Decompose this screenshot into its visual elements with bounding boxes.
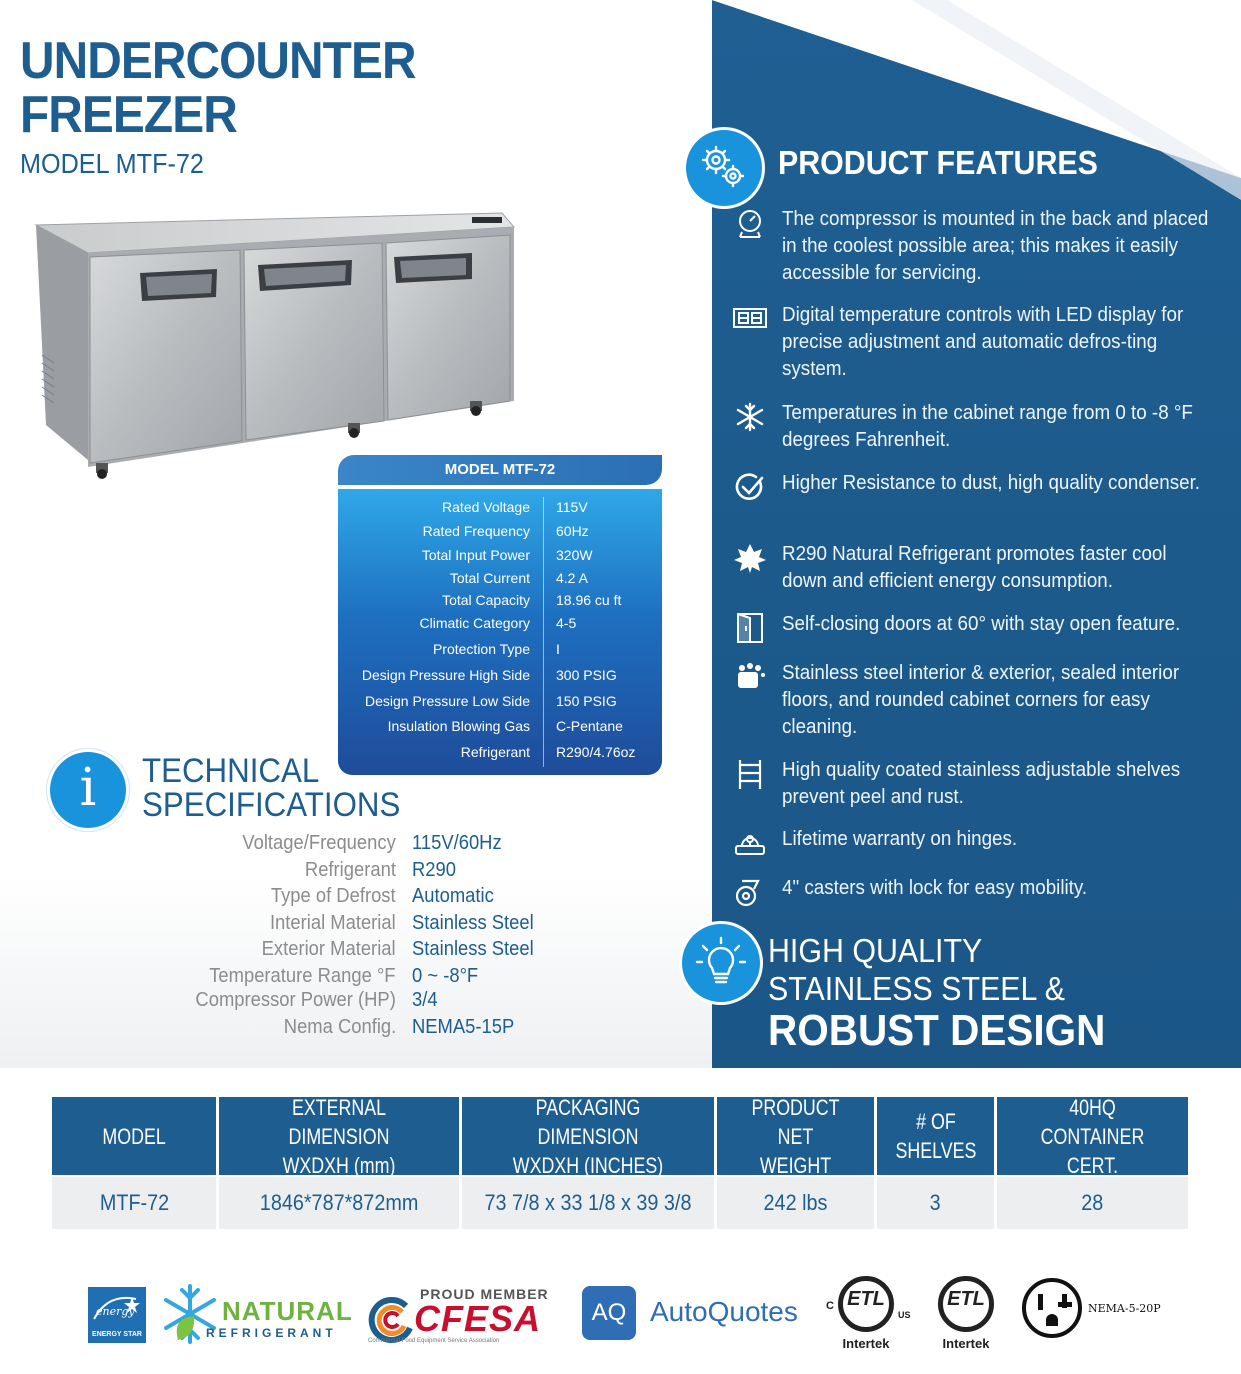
feature-text: Higher Resistance to dust, high quality condenser. [782, 472, 1201, 494]
spec-row [338, 718, 662, 740]
spec-label: Protection Type [432, 641, 530, 657]
model-spec-title: MODEL MTF-72 [338, 455, 662, 485]
etl-mark-2: ETL [947, 1288, 985, 1310]
tech-row [0, 1016, 700, 1042]
nema-plug-icon [1020, 1276, 1084, 1340]
spec-value: 4.2 A [556, 570, 588, 586]
tech-label: Compressor Power (HP) [195, 989, 396, 1011]
tech-row [0, 832, 700, 858]
tech-value: Stainless Steel [412, 938, 534, 960]
freezer-image [32, 205, 522, 480]
table-header-cell: # OF SHELVES [877, 1097, 994, 1175]
spec-row [338, 523, 662, 545]
spec-label: Total Current [449, 570, 530, 586]
tech-title-line-2: SPECIFICATIONS [142, 786, 401, 824]
table-cell: 73 7/8 x 33 1/8 x 39 3/8 [462, 1177, 714, 1229]
cfesa-proud-member: PROUD MEMBER [420, 1286, 549, 1302]
spec-label: Rated Voltage [442, 499, 530, 515]
door-icon [732, 613, 768, 643]
tech-row [0, 885, 700, 911]
etl-c-label: C [826, 1300, 834, 1312]
energy-star-logo [88, 1287, 146, 1343]
feature-text: Digital temperature controls with LED display for precise adjustment and automatic defros-ting system. [782, 304, 1184, 380]
feature-text: Self-closing doors at 60° with stay open feature. [782, 613, 1181, 635]
warranty-icon [732, 828, 768, 858]
tech-label: Refrigerant [304, 859, 396, 881]
digital-display-icon [732, 304, 768, 334]
tech-value: 3/4 [412, 989, 438, 1011]
etl-cus-logo [826, 1270, 914, 1354]
spec-value: 60Hz [556, 523, 589, 539]
tech-specs-title [142, 754, 400, 822]
spec-row [338, 615, 662, 637]
feature-text: R290 Natural Refrigerant promotes faster cool down and efficient energy consumption. [782, 543, 1167, 592]
spec-value: I [556, 641, 560, 657]
spec-value: 115V [556, 499, 588, 515]
spec-value: 18.96 cu ft [556, 592, 622, 608]
autoquotes-logo [582, 1286, 822, 1342]
cleaning-icon [732, 662, 768, 692]
svg-text:energy: energy [96, 1305, 135, 1318]
shelves-icon [732, 759, 768, 789]
features-title: PRODUCT FEATURES [778, 144, 1098, 181]
table-cell: MTF-72 [52, 1177, 216, 1229]
feature-text: Temperatures in the cabinet range from 0 to -8 °F degrees Fahrenheit. [782, 402, 1193, 451]
feature-text: Stainless steel interior & exterior, sealed interior floors, and rounded cabinet corners for easy cleaning. [782, 662, 1180, 738]
spec-label: Total Capacity [442, 592, 530, 608]
autoquotes-label: AutoQuotes [650, 1296, 798, 1327]
snowflake-icon [732, 402, 768, 432]
tech-label: Interial Material [270, 912, 396, 934]
table-header-row [52, 1094, 1188, 1178]
table-header-cell: PACKAGING DIMENSION WXDXH (INCHES) [462, 1097, 714, 1175]
cfesa-subtitle: Commercial Food Equipment Service Association [368, 1338, 500, 1344]
spec-value: 150 PSIG [556, 693, 617, 709]
spec-row [338, 592, 662, 614]
spec-label: Total Input Power [421, 547, 530, 563]
spec-value: 300 PSIG [556, 667, 617, 683]
title-line-1: UNDERCOUNTER [20, 32, 416, 90]
etl-mark-1: ETL [847, 1288, 885, 1310]
tech-label: Voltage/Frequency [242, 832, 396, 854]
spec-row [338, 693, 662, 715]
spec-value: 4-5 [556, 615, 577, 631]
model-spec-box [338, 455, 662, 775]
spec-label: Design Pressure High Side [361, 667, 530, 683]
model-subtitle: MODEL MTF-72 [20, 148, 204, 179]
tech-value: 115V/60Hz [412, 832, 502, 854]
page-title [20, 34, 416, 142]
table-cell: 242 lbs [717, 1177, 874, 1229]
spec-value: 320W [556, 547, 593, 563]
tech-row [0, 859, 700, 885]
spec-row [338, 641, 662, 663]
feature-text: High quality coated stainless adjustable shelves prevent peel and rust. [782, 759, 1181, 808]
caster-icon [732, 877, 768, 907]
lightbulb-icon [682, 924, 760, 1002]
tech-value: NEMA5-15P [412, 1016, 515, 1038]
natural-label: NATURAL [222, 1296, 353, 1326]
quality-line-2: STAINLESS STEEL & [768, 970, 1065, 1007]
spec-label: Insulation Blowing Gas [387, 718, 530, 734]
feature-text: 4" casters with lock for easy mobility. [782, 877, 1088, 899]
tech-row [0, 938, 700, 964]
tech-label: Exterior Material [262, 938, 396, 960]
spec-row [338, 499, 662, 521]
spec-value: C-Pentane [556, 718, 623, 734]
tech-title-line-1: TECHNICAL [142, 752, 320, 790]
feature-text: The compressor is mounted in the back and placed in the coolest possible area; this makes it easily accessible for servicing. [782, 208, 1209, 284]
spec-label: Design Pressure Low Side [365, 693, 530, 709]
refrigerant-label: REFRIGERANT [206, 1326, 337, 1340]
tech-value: 0 ~ -8°F [412, 965, 479, 987]
spec-row [338, 667, 662, 689]
feature-text: Lifetime warranty on hinges. [782, 828, 1018, 850]
nema-label: NEMA-5-20P [1088, 1302, 1161, 1315]
tech-label: Type of Defrost [271, 885, 396, 907]
nema-plug-logo [1020, 1276, 1200, 1340]
natural-refrigerant-logo [160, 1282, 355, 1346]
etl-logo [932, 1270, 1004, 1354]
tech-row [0, 965, 700, 991]
spec-row [338, 570, 662, 592]
table-header-cell: EXTERNAL DIMENSION WXDXH (mm) [219, 1097, 459, 1175]
cfesa-label: CFESA [414, 1298, 542, 1339]
cfesa-swirl-icon [366, 1294, 416, 1344]
info-icon: i [50, 752, 126, 828]
spec-label: Climatic Category [419, 615, 530, 631]
gears-icon [686, 130, 762, 206]
spec-value: R290/4.76oz [556, 744, 636, 760]
table-cell: 28 [997, 1177, 1188, 1229]
model-spec-body [338, 489, 662, 775]
table-header-cell: 40HQ CONTAINER CERT. [997, 1097, 1188, 1175]
quality-line-1: HIGH QUALITY [768, 932, 983, 969]
table-cell: 3 [877, 1177, 994, 1229]
tech-label: Nema Config. [283, 1016, 396, 1038]
compressor-icon [732, 208, 768, 238]
intertek-label-1: Intertek [842, 1336, 890, 1351]
spec-label: Rated Frequency [422, 523, 530, 539]
table-row [52, 1177, 1188, 1229]
tech-value: R290 [412, 859, 456, 881]
tech-value: Automatic [412, 885, 494, 907]
aq-badge: AQ [582, 1286, 636, 1340]
table-header-cell: MODEL [52, 1097, 216, 1175]
table-header-cell: PRODUCT NET WEIGHT [717, 1097, 874, 1175]
table-cell: 1846*787*872mm [219, 1177, 459, 1229]
leaf-icon [732, 543, 768, 573]
energy-star-icon [88, 1287, 146, 1331]
tech-row [0, 989, 700, 1015]
etl-us-label: US [898, 1310, 911, 1320]
tech-value: Stainless Steel [412, 912, 534, 934]
cfesa-logo [366, 1286, 566, 1348]
title-line-2: FREEZER [20, 86, 237, 144]
spec-label: Refrigerant [460, 744, 530, 760]
tech-row [0, 912, 700, 938]
energy-star-label: ENERGY STAR [92, 1331, 142, 1338]
intertek-label-2: Intertek [942, 1336, 990, 1351]
check-circle-icon [732, 472, 768, 502]
tech-label: Temperature Range °F [209, 965, 396, 987]
spec-row [338, 547, 662, 569]
quality-line-3: ROBUST DESIGN [768, 1006, 1106, 1055]
